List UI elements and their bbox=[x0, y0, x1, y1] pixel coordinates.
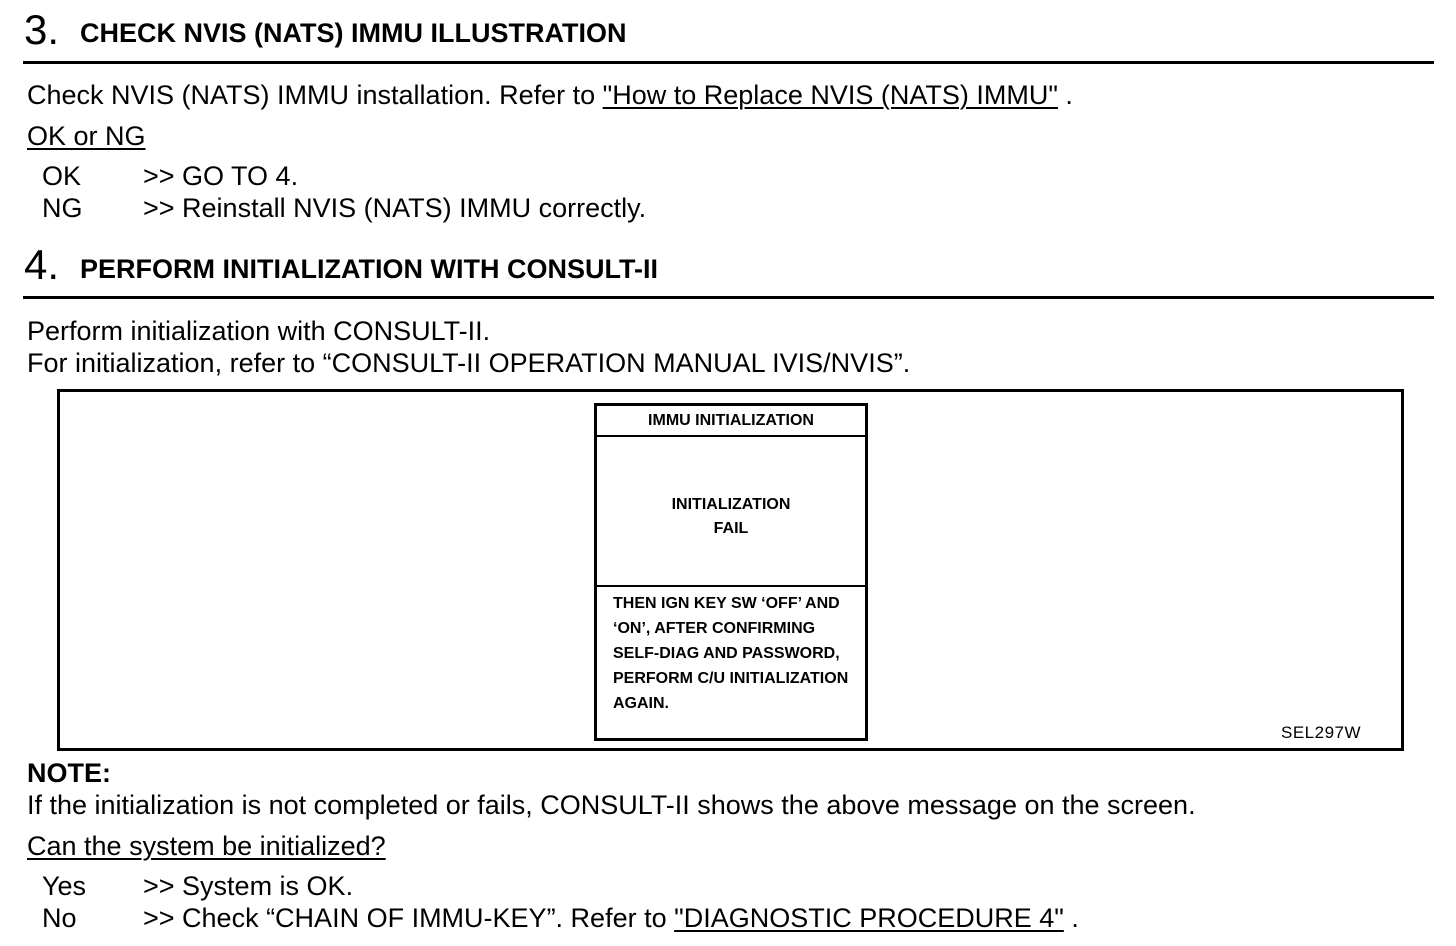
screen-header: IMMU INITIALIZATION bbox=[597, 406, 865, 437]
consult-screen bbox=[594, 403, 868, 741]
result-ok-label: OK bbox=[42, 161, 82, 191]
step-3-instruction-suffix: . bbox=[1057, 80, 1073, 110]
result-yes-action: >> System is OK. bbox=[143, 871, 354, 901]
result-no-action-text: >> Check “CHAIN OF IMMU-KEY”. Refer to bbox=[143, 903, 675, 933]
result-no-action bbox=[143, 905, 1079, 932]
result-ng-label: NG bbox=[42, 193, 83, 223]
diagnostic-procedure-link[interactable]: "DIAGNOSTIC PROCEDURE 4" bbox=[674, 903, 1064, 933]
step-4-number: 4. bbox=[24, 241, 60, 288]
screen-instruction-line: AGAIN. bbox=[613, 695, 669, 712]
step-4-divider bbox=[23, 296, 1434, 299]
screen-instruction-line: SELF-DIAG AND PASSWORD, bbox=[613, 645, 840, 662]
final-question: Can the system be initialized? bbox=[27, 831, 386, 861]
step-4-line-2: For initialization, refer to “CONSULT-II OPERATION MANUAL IVIS/NVIS”. bbox=[27, 348, 911, 378]
result-ok-action: >> GO TO 4. bbox=[143, 161, 299, 191]
screen-instruction-line: ‘ON’, AFTER CONFIRMING bbox=[613, 620, 816, 637]
step-3-number: 3. bbox=[24, 6, 60, 53]
note-heading: NOTE: bbox=[27, 758, 111, 788]
result-no-label: No bbox=[42, 903, 77, 933]
figure-id: SEL297W bbox=[1281, 723, 1362, 742]
result-yes-label: Yes bbox=[42, 871, 87, 901]
screen-message-line-1: INITIALIZATION bbox=[671, 496, 791, 513]
step-3-title: CHECK NVIS (NATS) IMMU ILLUSTRATION bbox=[80, 18, 627, 48]
result-no-action-suffix: . bbox=[1063, 903, 1079, 933]
note-text: If the initialization is not completed or fails, CONSULT-II shows the above message on the screen. bbox=[27, 790, 1196, 820]
step-3-divider bbox=[23, 61, 1434, 64]
step-3-instruction-text: Check NVIS (NATS) IMMU installation. Refer to bbox=[27, 80, 603, 110]
screen-instruction-line: THEN IGN KEY SW ‘OFF’ AND bbox=[613, 595, 840, 612]
step-4-line-1: Perform initialization with CONSULT-II. bbox=[27, 316, 491, 346]
screen-message-area bbox=[597, 437, 865, 587]
step-3-instruction bbox=[27, 82, 1073, 109]
screen-instruction-line: PERFORM C/U INITIALIZATION bbox=[613, 670, 849, 687]
step-3-question: OK or NG bbox=[27, 121, 146, 151]
screen-message bbox=[597, 493, 865, 541]
result-ng-action: >> Reinstall NVIS (NATS) IMMU correctly. bbox=[143, 193, 647, 223]
step-4-title: PERFORM INITIALIZATION WITH CONSULT-II bbox=[80, 254, 658, 284]
screen-instructions bbox=[613, 591, 848, 716]
screen-message-line-2: FAIL bbox=[713, 520, 749, 537]
how-to-replace-link[interactable]: "How to Replace NVIS (NATS) IMMU" bbox=[602, 80, 1058, 110]
